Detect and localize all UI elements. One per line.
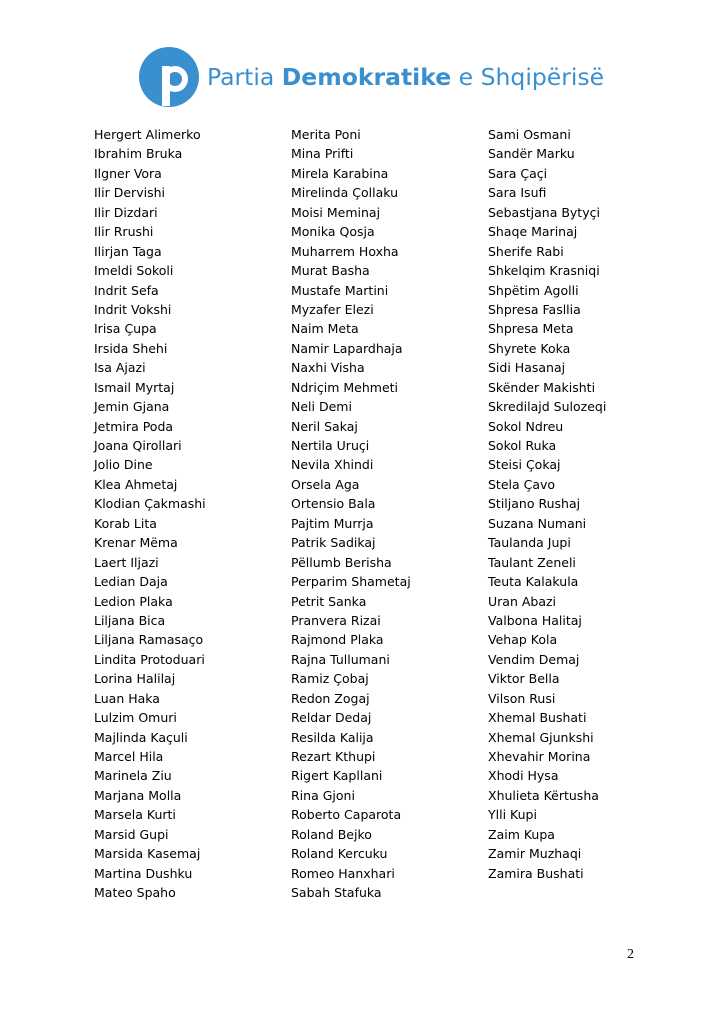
list-item: Xhemal Gjunkshi bbox=[488, 729, 594, 745]
list-item: Indrit Sefa bbox=[94, 282, 159, 298]
list-item: Mina Prifti bbox=[291, 146, 354, 162]
list-item: Nevila Xhindi bbox=[291, 457, 374, 473]
list-item: Murat Basha bbox=[291, 263, 370, 279]
list-item: Steisi Çokaj bbox=[488, 457, 561, 473]
list-item: Martina Dushku bbox=[94, 865, 193, 881]
list-item: Marsid Gupi bbox=[94, 826, 169, 842]
list-item: Pëllumb Berisha bbox=[291, 554, 392, 570]
list-item: Shpresa Fasllia bbox=[488, 301, 581, 317]
list-item: Irisa Çupa bbox=[94, 321, 157, 337]
list-item: Nertila Uruçi bbox=[291, 438, 370, 453]
list-item: Krenar Mëma bbox=[94, 535, 178, 551]
list-item: Skredilajd Sulozeqi bbox=[488, 399, 607, 415]
list-item: Lulzim Omuri bbox=[94, 710, 177, 726]
list-item: Marcel Hila bbox=[94, 749, 164, 764]
list-item: Stiljano Rushaj bbox=[488, 496, 581, 512]
list-item: Pranvera Rizai bbox=[291, 612, 381, 628]
list-item: Perparim Shametaj bbox=[291, 574, 411, 590]
list-item: Monika Qosja bbox=[291, 224, 375, 240]
list-item: Vendim Demaj bbox=[488, 651, 580, 667]
list-item: Marsida Kasemaj bbox=[94, 846, 201, 862]
list-item: Laert Iljazi bbox=[94, 554, 159, 570]
list-item: Shkelqim Krasniqi bbox=[488, 263, 600, 279]
list-item: Uran Abazi bbox=[488, 593, 557, 609]
list-item: Vilson Rusi bbox=[488, 690, 556, 706]
list-item: Jemin Gjana bbox=[94, 399, 170, 415]
list-item: Marinela Ziu bbox=[94, 768, 172, 784]
list-item: Indrit Vokshi bbox=[94, 301, 172, 317]
list-item: Ismail Myrtaj bbox=[94, 379, 175, 395]
list-item: Rezart Kthupi bbox=[291, 749, 376, 764]
list-item: Ortensio Bala bbox=[291, 496, 376, 512]
list-item: Sokol Ndreu bbox=[488, 418, 564, 434]
list-item: Rajmond Plaka bbox=[291, 632, 384, 648]
list-item: Korab Lita bbox=[94, 515, 157, 531]
list-item: Petrit Sanka bbox=[291, 593, 367, 609]
document-header bbox=[137, 44, 604, 110]
list-item: Sami Osmani bbox=[488, 127, 571, 142]
list-item: Sandër Marku bbox=[488, 146, 575, 162]
list-item: Ledion Plaka bbox=[94, 593, 173, 609]
org-name-part-1: Partia bbox=[207, 63, 282, 91]
list-item: Mirelinda Çollaku bbox=[291, 185, 399, 201]
list-item: Rajna Tullumani bbox=[291, 651, 390, 667]
list-item: Ilgner Vora bbox=[94, 165, 162, 181]
page-number: 2 bbox=[627, 947, 634, 962]
list-item: Majlinda Kaçuli bbox=[94, 729, 188, 745]
list-item: Mateo Spaho bbox=[94, 885, 176, 901]
list-item: Reldar Dedaj bbox=[291, 710, 372, 726]
list-item: Naxhi Visha bbox=[291, 360, 365, 376]
list-item: Roberto Caparota bbox=[291, 807, 402, 823]
list-item: Moisi Meminaj bbox=[291, 204, 381, 220]
list-item: Xhulieta Kërtusha bbox=[488, 787, 599, 803]
list-item: Taulanda Jupi bbox=[488, 535, 571, 551]
list-item: Sokol Ruka bbox=[488, 438, 557, 453]
list-item: Rigert Kapllani bbox=[291, 768, 383, 784]
list-item: Viktor Bella bbox=[488, 671, 560, 687]
list-item: Vehap Kola bbox=[488, 632, 558, 648]
name-column-2 bbox=[291, 125, 411, 903]
list-item: Sara Isufi bbox=[488, 185, 547, 201]
list-item: Ibrahim Bruka bbox=[94, 146, 183, 162]
organization-name bbox=[207, 63, 604, 91]
name-column-1 bbox=[94, 125, 206, 903]
list-item: Jetmira Poda bbox=[94, 418, 174, 434]
list-item: Zamira Bushati bbox=[488, 865, 584, 881]
list-item: Ndriçim Mehmeti bbox=[291, 379, 399, 395]
list-item: Ramiz Çobaj bbox=[291, 671, 369, 687]
list-item: Irsida Shehi bbox=[94, 340, 168, 356]
list-item: Pajtim Murrja bbox=[291, 515, 374, 531]
pd-logo-icon bbox=[137, 45, 199, 109]
org-name-bold: Demokratike bbox=[281, 63, 452, 91]
list-item: Ilir Rrushi bbox=[94, 224, 154, 240]
list-item: Shyrete Koka bbox=[488, 340, 571, 356]
list-item: Sidi Hasanaj bbox=[488, 360, 566, 376]
list-item: Xhevahir Morina bbox=[488, 749, 591, 764]
list-item: Roland Bejko bbox=[291, 826, 372, 842]
list-item: Skënder Makishti bbox=[488, 379, 596, 395]
list-item: Mirela Karabina bbox=[291, 165, 389, 181]
org-name-part-2: e Shqipërisë bbox=[451, 63, 605, 91]
list-item: Jolio Dine bbox=[94, 457, 153, 473]
list-item: Ilir Dervishi bbox=[94, 185, 165, 201]
list-item: Xhodi Hysa bbox=[488, 768, 559, 784]
list-item: Resilda Kalija bbox=[291, 729, 374, 745]
list-item: Xhemal Bushati bbox=[488, 710, 587, 726]
list-item: Marjana Molla bbox=[94, 787, 182, 803]
list-item: Hergert Alimerko bbox=[94, 127, 201, 142]
list-item: Neli Demi bbox=[291, 399, 352, 415]
list-item: Klodian Çakmashi bbox=[94, 496, 206, 512]
list-item: Isa Ajazi bbox=[94, 360, 146, 376]
list-item: Imeldi Sokoli bbox=[94, 263, 174, 279]
list-item: Marsela Kurti bbox=[94, 807, 176, 823]
list-item: Orsela Aga bbox=[291, 476, 360, 492]
list-item: Liljana Ramasaço bbox=[94, 632, 204, 648]
list-item: Ilir Dizdari bbox=[94, 204, 158, 220]
list-item: Joana Qirollari bbox=[94, 438, 182, 453]
list-item: Shpëtim Agolli bbox=[488, 282, 579, 298]
list-item: Ylli Kupi bbox=[488, 807, 537, 823]
list-item: Sara Çaçi bbox=[488, 165, 548, 181]
list-item: Romeo Hanxhari bbox=[291, 865, 395, 881]
name-column-3 bbox=[488, 125, 606, 883]
list-item: Taulant Zeneli bbox=[488, 554, 576, 570]
list-item: Sherife Rabi bbox=[488, 243, 564, 259]
list-item: Luan Haka bbox=[94, 690, 160, 706]
list-item: Shpresa Meta bbox=[488, 321, 574, 337]
list-item: Valbona Halitaj bbox=[488, 612, 582, 628]
list-item: Stela Çavo bbox=[488, 476, 556, 492]
list-item: Myzafer Elezi bbox=[291, 301, 374, 317]
list-item: Muharrem Hoxha bbox=[291, 243, 399, 259]
list-item: Mustafe Martini bbox=[291, 282, 389, 298]
list-item: Patrik Sadikaj bbox=[291, 535, 376, 551]
list-item: Neril Sakaj bbox=[291, 418, 358, 434]
list-item: Lindita Protoduari bbox=[94, 651, 205, 667]
list-item: Shaqe Marinaj bbox=[488, 224, 578, 240]
list-item: Roland Kercuku bbox=[291, 846, 388, 862]
list-item: Rina Gjoni bbox=[291, 787, 355, 803]
list-item: Ilirjan Taga bbox=[94, 243, 162, 259]
list-item: Zaim Kupa bbox=[488, 826, 555, 842]
list-item: Liljana Bica bbox=[94, 612, 166, 628]
list-item: Merita Poni bbox=[291, 127, 361, 142]
list-item: Sabah Stafuka bbox=[291, 885, 382, 901]
list-item: Redon Zogaj bbox=[291, 690, 370, 706]
list-item: Klea Ahmetaj bbox=[94, 476, 178, 492]
list-item: Ledian Daja bbox=[94, 574, 168, 590]
list-item: Lorina Halilaj bbox=[94, 671, 176, 687]
list-item: Naim Meta bbox=[291, 321, 359, 337]
list-item: Teuta Kalakula bbox=[488, 574, 579, 590]
list-item: Zamir Muzhaqi bbox=[488, 846, 582, 862]
list-item: Sebastjana Bytyçi bbox=[488, 204, 600, 220]
list-item: Suzana Numani bbox=[488, 515, 587, 531]
list-item: Namir Lapardhaja bbox=[291, 340, 403, 356]
